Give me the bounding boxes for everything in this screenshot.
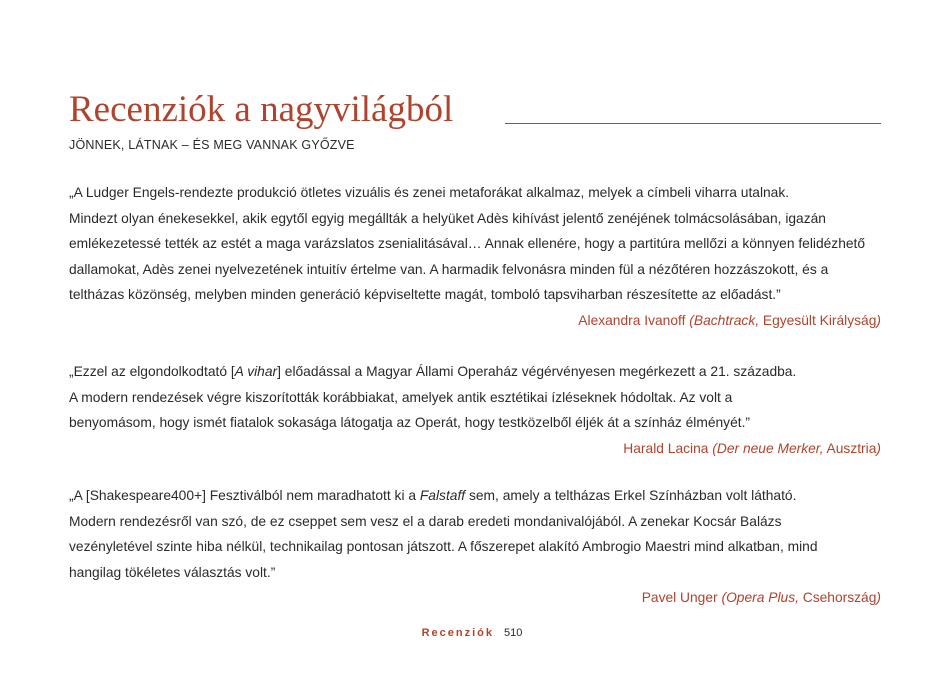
review-quote-start: „Ezzel az elgondolkodtató [ bbox=[69, 364, 235, 379]
review-1 bbox=[69, 180, 881, 333]
title-rule bbox=[505, 123, 881, 124]
review-attribution bbox=[69, 436, 881, 462]
review-3 bbox=[69, 483, 881, 611]
review-quote bbox=[69, 483, 881, 585]
review-country: Csehország bbox=[798, 590, 877, 605]
review-close-paren: ) bbox=[876, 312, 881, 328]
page-number: 510 bbox=[504, 627, 523, 639]
page-title: Recenziók a nagyvilágból bbox=[69, 89, 454, 130]
title-row bbox=[69, 88, 881, 134]
review-attribution bbox=[69, 308, 881, 334]
footer-section-label: Recenziók bbox=[421, 627, 495, 639]
page-subtitle: JÖNNEK, LÁTNAK – ÉS MEG VANNAK GYŐZVE bbox=[69, 138, 355, 152]
review-2 bbox=[69, 359, 881, 461]
review-publication: (Bachtrack, bbox=[689, 312, 760, 328]
review-quote: „A Ludger Engels-rendezte produkció ötletes vizuális és zenei metaforákat alkalmaz, melyek a címbeli viharra utalnak. Mindezt olyan énekesekkel, akik egytől egyig megállták a helyüket Adès kihívást jelentő zenéjének tolmácsolásában, igazán emlékezetessé tették az estét a maga varázslatos zsenialitásával… Annak ellenére, hogy a partitúra mellőzi a könnyen felidézhető dallamokat, Adès zenei nyelvezetének intuitív értelme van. A harmadik felvonásra minden fül a nézőtéren hozzászokott, és a teltházas közönség, melyben minden generáció képviseltette magát, tomboló tapsviharban részesítette az előadást.” bbox=[69, 185, 866, 302]
review-quote bbox=[69, 359, 881, 436]
review-quote-title: Falstaff bbox=[419, 488, 466, 503]
review-attribution bbox=[69, 585, 881, 611]
review-country: Egyesült Királyság bbox=[759, 312, 877, 328]
review-close-paren: ) bbox=[876, 440, 881, 456]
page-footer bbox=[0, 627, 944, 639]
review-publication: (Opera Plus, bbox=[721, 590, 799, 605]
review-close-paren: ) bbox=[876, 590, 881, 605]
review-publication: (Der neue Merker, bbox=[712, 440, 824, 456]
review-quote-rest: ] előadással a Magyar Állami Operaház végérvényesen megérkezett a 21. századba. A modern rendezések végre kiszorították korábbiakat, amelyek antik esztétikai ízléseknek hódoltak. Az volt a benyomásom, hogy ismét fiatalok sokasága látogatja az Operát, hogy testközelből éljék át a színház élményét.” bbox=[69, 364, 797, 430]
review-quote-start: „A [Shakespeare400+] Fesztiválból nem maradhatott ki a bbox=[69, 488, 420, 503]
review-country: Ausztria bbox=[823, 440, 877, 456]
review-author: Pavel Unger bbox=[641, 590, 718, 605]
review-author: Harald Lacina bbox=[623, 440, 709, 456]
review-author: Alexandra Ivanoff bbox=[578, 312, 686, 328]
review-quote-title: A vihar bbox=[234, 364, 278, 379]
review-quote-rest: sem, amely a teltházas Erkel Színházban volt látható. Modern rendezésről van szó, de ez cseppet sem vesz el a darab eredeti mondanivalójából. A zenekar Kocsár Balázs vezényletével szinte hiba nélkül, technikailag pontosan játszott. A főszerepet alakító Ambrogio Maestri mind alkatban, mind hangilag tökéletes választás volt.” bbox=[69, 488, 818, 580]
